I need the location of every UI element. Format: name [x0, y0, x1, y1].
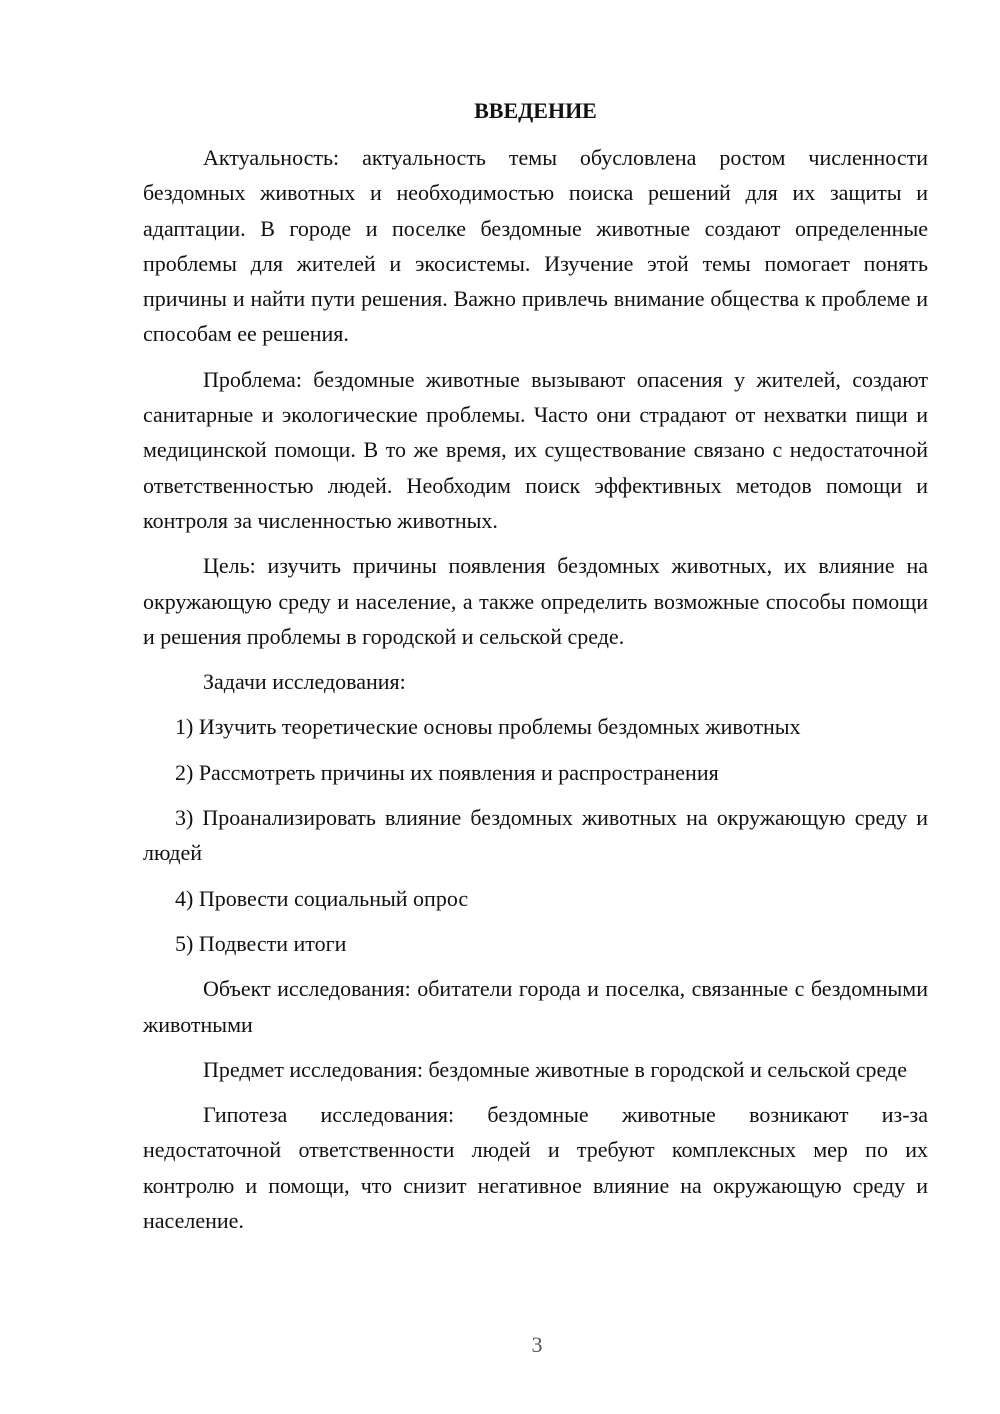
- document-content: [143, 95, 928, 1238]
- list-item: 3) Проанализировать влияние бездомных животных на окружающую среду и людей: [143, 805, 928, 866]
- section-heading: ВВЕДЕНИЕ: [474, 98, 597, 123]
- paragraph-goal: Цель: изучить причины появления бездомных животных, их влияние на окружающую среду и население, а также определить возможные способы помощи и решения проблемы в городской и сельской среде.: [143, 553, 928, 649]
- list-item: 5) Подвести итоги: [175, 930, 347, 956]
- paragraph-problem: Проблема: бездомные животные вызывают опасения у жителей, создают санитарные и экологические проблемы. Часто они страдают от нехватки пищи и медицинской помощи. В то же время, их существование связано с недостаточной ответственностью людей. Необходим поиск эффективных методов помощи и контроля за численностью животных.: [143, 366, 928, 533]
- paragraph-subject: Предмет исследования: бездомные животные в городской и сельской среде: [203, 1056, 907, 1082]
- page-number: 3: [531, 1332, 543, 1357]
- paragraph-object: Объект исследования: обитатели города и поселка, связанные с бездомными животными: [143, 976, 928, 1037]
- paragraph-hypothesis: Гипотеза исследования: бездомные животные возникают из-за недостаточной ответственности людей и требуют комплексных мер по их контролю и помощи, что снизит негативное влияние на окружающую среду и население.: [143, 1102, 928, 1234]
- tasks-list: [143, 709, 928, 961]
- tasks-title: Задачи исследования:: [203, 669, 406, 695]
- list-item: 4) Провести социальный опрос: [175, 885, 469, 911]
- list-item: 1) Изучить теоретические основы проблемы бездомных животных: [175, 714, 801, 740]
- paragraph-relevance: Актуальность: актуальность темы обусловлена ростом численности бездомных животных и необходимостью поиска решений для их защиты и адаптации. В городе и поселке бездомные животные создают определенные проблемы для жителей и экосистемы. Изучение этой темы помогает понять причины и найти пути решения. Важно привлечь внимание общества к проблеме и способам ее решения.: [143, 145, 928, 347]
- list-item: 2) Рассмотреть причины их появления и распространения: [175, 759, 719, 785]
